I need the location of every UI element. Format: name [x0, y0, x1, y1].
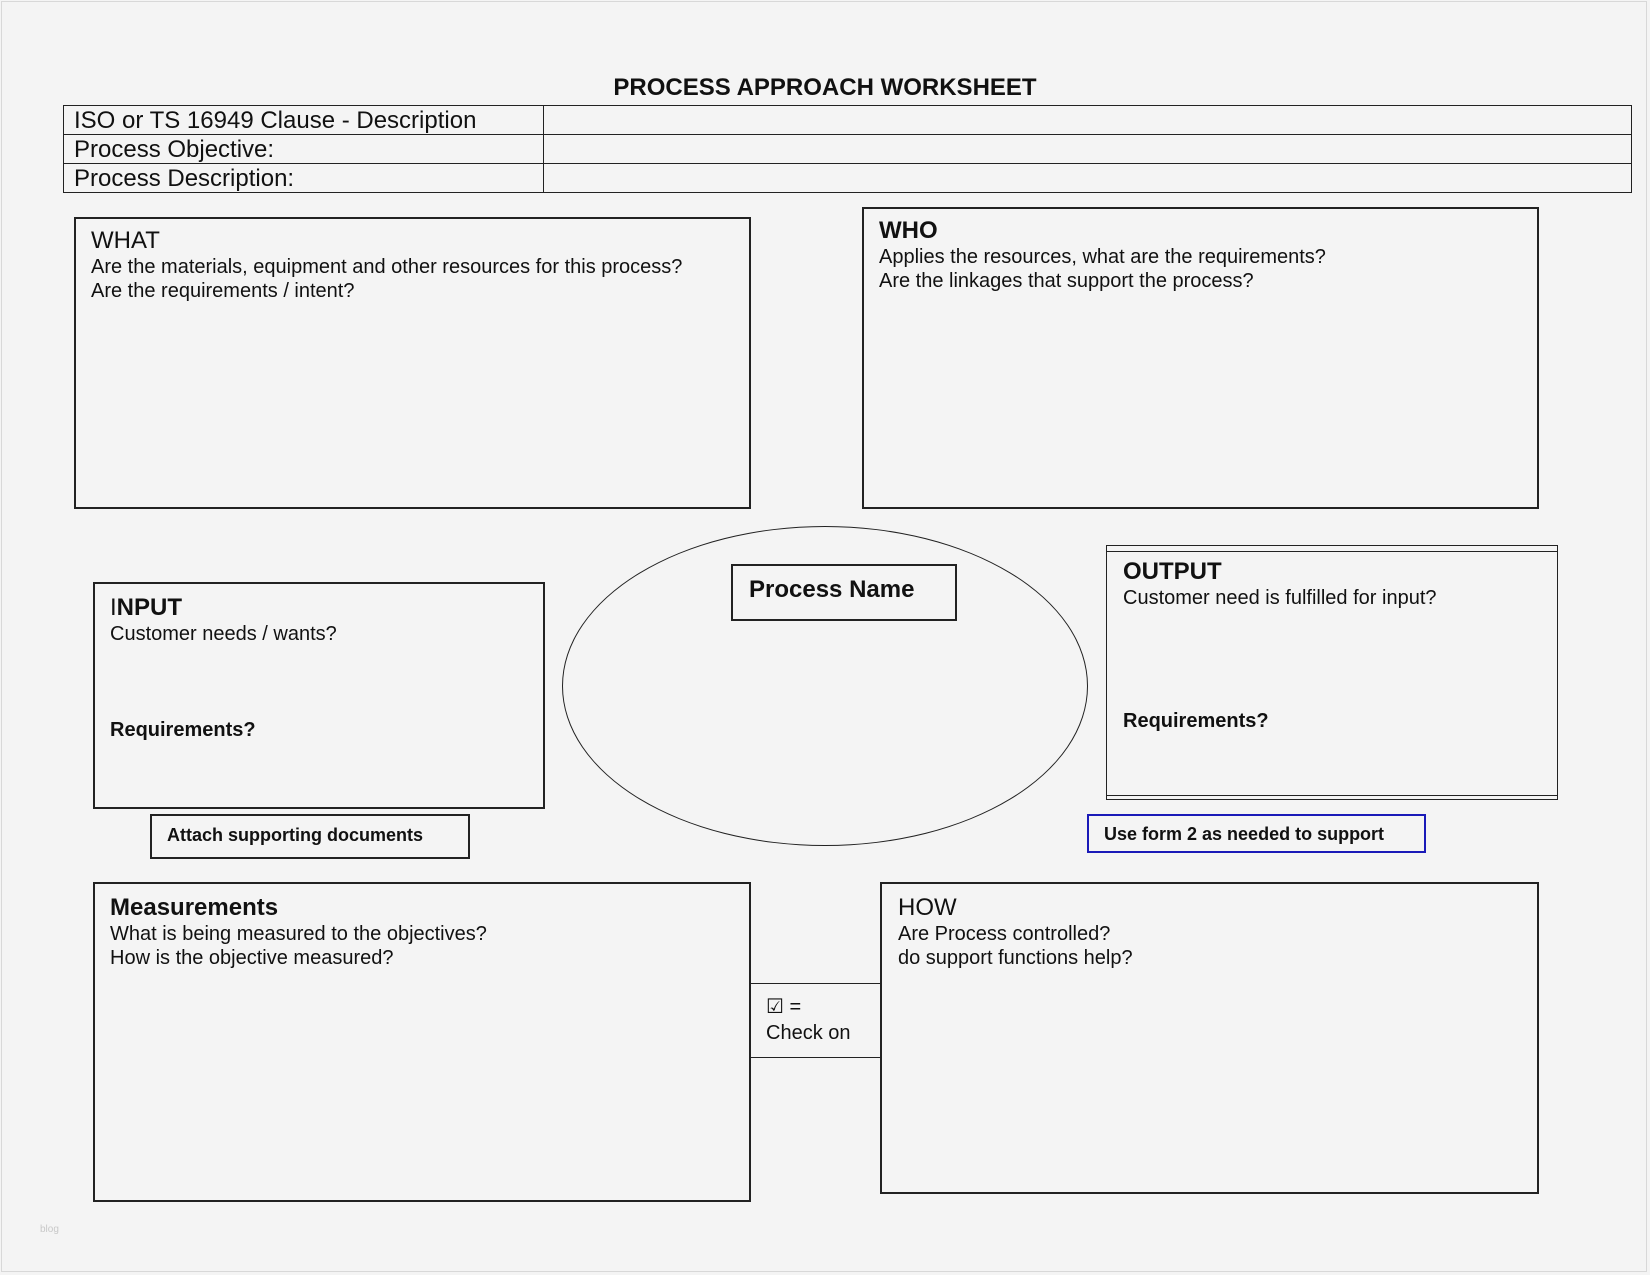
measurements-line-1: What is being measured to the objectives? — [110, 923, 487, 945]
what-heading: WHAT — [91, 227, 160, 254]
measurements-box — [93, 882, 751, 1202]
output-heading: OUTPUT — [1123, 558, 1222, 585]
measurements-line-2: How is the objective measured? — [110, 947, 394, 969]
output-box — [1106, 551, 1558, 796]
check-legend-symbol-row — [766, 994, 882, 1020]
input-heading-rest: NPUT — [116, 594, 183, 621]
checkbox-icon: ☑ — [766, 996, 784, 1018]
who-line-2: Are the linkages that support the process? — [879, 270, 1254, 292]
header-row-clause — [64, 106, 1632, 135]
what-line-1: Are the materials, equipment and other resources for this process? — [91, 256, 683, 278]
objective-label: Process Objective: — [64, 135, 544, 164]
description-label: Process Description: — [64, 164, 544, 193]
watermark: blog — [40, 1224, 59, 1235]
input-box — [93, 582, 545, 809]
check-legend-text: Check on — [766, 1022, 851, 1044]
page-title: PROCESS APPROACH WORKSHEET — [613, 74, 1037, 101]
input-line: Customer needs / wants? — [110, 623, 337, 645]
who-line-1: Applies the resources, what are the requirements? — [879, 246, 1326, 268]
what-box — [74, 217, 751, 509]
who-box — [862, 207, 1539, 509]
input-heading-prefix: I — [110, 594, 117, 621]
form-note: Use form 2 as needed to support — [1087, 814, 1426, 853]
input-requirements: Requirements? — [110, 719, 256, 741]
who-heading: WHO — [879, 217, 938, 244]
output-requirements: Requirements? — [1123, 710, 1269, 732]
what-line-2: Are the requirements / intent? — [91, 280, 355, 302]
check-legend — [750, 983, 882, 1058]
header-row-objective — [64, 135, 1632, 164]
process-name-box[interactable]: Process Name — [731, 564, 957, 621]
check-equals: = — [789, 996, 802, 1018]
description-field[interactable] — [544, 164, 1632, 193]
clause-label: ISO or TS 16949 Clause - Description — [64, 106, 544, 135]
header-table — [63, 105, 1632, 193]
how-line-2: do support functions help? — [898, 947, 1133, 969]
input-heading — [110, 594, 543, 622]
objective-field[interactable] — [544, 135, 1632, 164]
attach-note: Attach supporting documents — [150, 814, 470, 859]
clause-field[interactable] — [544, 106, 1632, 135]
how-line-1: Are Process controlled? — [898, 923, 1111, 945]
output-line: Customer need is fulfilled for input? — [1123, 587, 1437, 609]
how-heading: HOW — [898, 894, 957, 921]
measurements-heading: Measurements — [110, 894, 279, 921]
how-box — [880, 882, 1539, 1194]
header-row-description — [64, 164, 1632, 193]
